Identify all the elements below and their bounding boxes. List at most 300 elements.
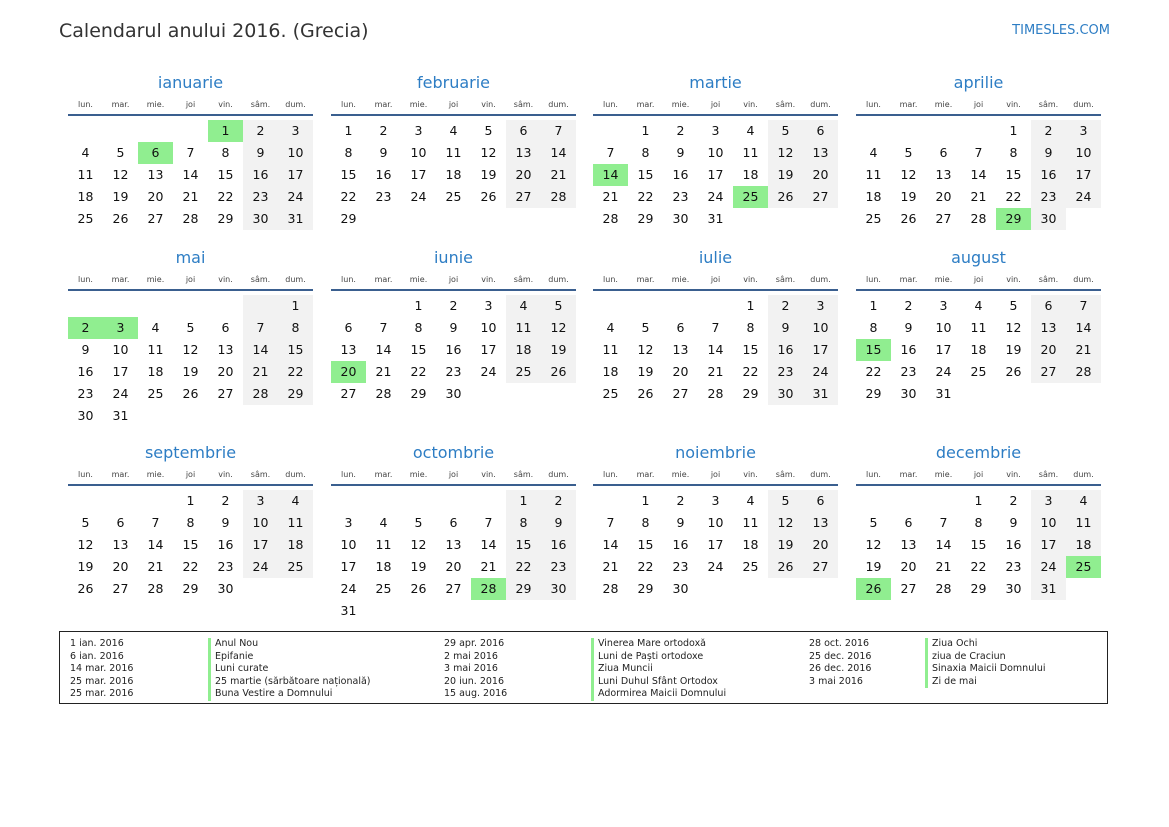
weekday-label: mar. xyxy=(111,470,130,479)
day-cell: 16 xyxy=(1031,164,1066,186)
day-cell: 31 xyxy=(1031,578,1066,600)
site-link[interactable]: TIMESLES.COM xyxy=(1012,23,1110,38)
weekday-label: lun. xyxy=(78,470,93,479)
day-cell: 12 xyxy=(480,145,497,160)
empty-cell xyxy=(926,120,961,142)
day-cell: 21 xyxy=(480,559,497,574)
weekday-label: lun. xyxy=(866,275,881,284)
weekday-label: mar. xyxy=(111,275,130,284)
divider xyxy=(331,484,576,486)
day-cell: 6 xyxy=(939,145,948,160)
day-cell: 21 xyxy=(243,361,278,383)
weekday-label: dum. xyxy=(810,275,831,284)
legend-holiday-name: 25 martie (sărbătoare națională) xyxy=(208,676,371,689)
day-cell: 25 xyxy=(970,364,987,379)
day-cell: 16 xyxy=(541,534,576,556)
day-grid xyxy=(593,120,838,230)
day-cell: 24 xyxy=(1066,186,1101,208)
day-cell: 13 xyxy=(217,342,234,357)
month-name: aprilie xyxy=(953,73,1004,92)
day-cell: 3 xyxy=(939,298,948,313)
weekday-label: lun. xyxy=(603,100,618,109)
day-cell: 1 xyxy=(506,490,541,512)
legend-holiday-name: Luni curate xyxy=(208,663,371,676)
day-cell: 24 xyxy=(112,386,129,401)
day-grid xyxy=(593,295,838,405)
day-cell: 22 xyxy=(410,364,427,379)
empty-cell xyxy=(628,295,663,317)
day-cell: 15 xyxy=(182,537,199,552)
day-cell: 29 xyxy=(182,581,199,596)
day-cell: 25 xyxy=(445,189,462,204)
day-cell: 22 xyxy=(340,189,357,204)
divider xyxy=(331,289,576,291)
day-cell: 26 xyxy=(112,211,129,226)
weekday-header xyxy=(856,274,1101,286)
empty-cell xyxy=(366,490,401,512)
day-cell: 12 xyxy=(1005,320,1022,335)
empty-cell xyxy=(961,120,996,142)
day-cell: 23 xyxy=(541,556,576,578)
day-cell: 4 xyxy=(278,490,313,512)
day-cell: 30 xyxy=(1005,581,1022,596)
empty-cell xyxy=(68,295,103,317)
day-cell: 5 xyxy=(768,490,803,512)
day-cell: 10 xyxy=(1066,142,1101,164)
day-cell: 5 xyxy=(81,515,90,530)
weekday-label: lun. xyxy=(866,100,881,109)
day-cell: 13 xyxy=(672,342,689,357)
day-cell: 9 xyxy=(1031,142,1066,164)
day-cell: 15 xyxy=(637,537,654,552)
day-cell: 29 xyxy=(340,211,357,226)
day-cell: 11 xyxy=(602,342,619,357)
day-cell: 28 xyxy=(182,211,199,226)
day-cell: 27 xyxy=(672,386,689,401)
day-cell: 16 xyxy=(375,167,392,182)
day-cell: 28 xyxy=(935,581,952,596)
day-cell: 23 xyxy=(672,189,689,204)
day-cell: 8 xyxy=(186,515,195,530)
weekday-label: mie. xyxy=(409,275,428,284)
weekday-label: mie. xyxy=(146,100,165,109)
day-cell: 5 xyxy=(186,320,195,335)
day-cell: 1 xyxy=(641,123,650,138)
day-cell: 13 xyxy=(445,537,462,552)
day-cell: 13 xyxy=(147,167,164,182)
day-cell: 1 xyxy=(186,493,195,508)
day-cell: 20 xyxy=(147,189,164,204)
day-cell: 1 xyxy=(344,123,353,138)
weekday-header xyxy=(68,99,313,111)
day-cell: 14 xyxy=(243,339,278,361)
holiday-day: 14 xyxy=(593,164,628,186)
day-cell: 5 xyxy=(1009,298,1018,313)
day-cell: 11 xyxy=(445,145,462,160)
weekday-label: joi xyxy=(448,470,459,479)
day-cell: 5 xyxy=(484,123,493,138)
day-cell: 1 xyxy=(974,493,983,508)
day-cell: 4 xyxy=(151,320,160,335)
weekday-header xyxy=(856,99,1101,111)
day-cell: 14 xyxy=(602,537,619,552)
day-cell: 7 xyxy=(974,145,983,160)
day-cell: 3 xyxy=(1031,490,1066,512)
holiday-day: 15 xyxy=(856,339,891,361)
day-cell: 18 xyxy=(602,364,619,379)
month-octombrie xyxy=(331,443,576,622)
legend-holiday-name: Ziua Ochi xyxy=(925,638,1046,651)
day-cell: 19 xyxy=(1005,342,1022,357)
day-cell: 31 xyxy=(278,208,313,230)
empty-cell xyxy=(103,120,138,142)
day-cell: 19 xyxy=(480,167,497,182)
day-cell: 30 xyxy=(900,386,917,401)
month-august xyxy=(856,248,1101,405)
day-cell: 22 xyxy=(637,559,654,574)
day-cell: 28 xyxy=(970,211,987,226)
empty-cell xyxy=(593,490,628,512)
day-cell: 19 xyxy=(410,559,427,574)
day-cell: 10 xyxy=(803,317,838,339)
day-cell: 4 xyxy=(1066,490,1101,512)
day-cell: 12 xyxy=(768,512,803,534)
legend-holiday-name: Luni de Paști ortodoxe xyxy=(591,651,726,664)
day-cell: 9 xyxy=(81,342,90,357)
day-cell: 13 xyxy=(803,512,838,534)
legend-dates xyxy=(70,638,133,701)
day-cell: 16 xyxy=(768,339,803,361)
day-cell: 3 xyxy=(278,120,313,142)
weekday-label: vin. xyxy=(218,470,233,479)
day-cell: 23 xyxy=(1031,186,1066,208)
day-cell: 21 xyxy=(541,164,576,186)
day-cell: 17 xyxy=(707,537,724,552)
weekday-label: joi xyxy=(448,275,459,284)
day-cell: 10 xyxy=(935,320,952,335)
weekday-label: mie. xyxy=(671,100,690,109)
day-cell: 4 xyxy=(606,320,615,335)
day-cell: 11 xyxy=(742,515,759,530)
day-cell: 7 xyxy=(606,515,615,530)
day-cell: 29 xyxy=(637,581,654,596)
weekday-label: mar. xyxy=(899,100,918,109)
day-cell: 25 xyxy=(506,361,541,383)
day-cell: 4 xyxy=(506,295,541,317)
day-cell: 19 xyxy=(768,164,803,186)
legend-date: 6 ian. 2016 xyxy=(70,650,124,662)
weekday-label: dum. xyxy=(548,275,569,284)
day-cell: 12 xyxy=(77,537,94,552)
day-cell: 28 xyxy=(243,383,278,405)
legend-holiday-name: Zi de mai xyxy=(925,676,1046,689)
weekday-label: joi xyxy=(710,275,721,284)
holiday-day: 29 xyxy=(996,208,1031,230)
weekday-label: dum. xyxy=(1073,100,1094,109)
day-cell: 5 xyxy=(414,515,423,530)
weekday-label: mie. xyxy=(934,100,953,109)
day-cell: 27 xyxy=(506,186,541,208)
day-cell: 17 xyxy=(1031,534,1066,556)
day-cell: 29 xyxy=(278,383,313,405)
day-grid xyxy=(68,120,313,230)
day-grid xyxy=(856,295,1101,405)
weekday-label: mar. xyxy=(374,470,393,479)
day-cell: 10 xyxy=(707,145,724,160)
day-cell: 16 xyxy=(672,537,689,552)
day-grid xyxy=(856,120,1101,230)
day-cell: 26 xyxy=(541,361,576,383)
weekday-label: sâm. xyxy=(775,100,796,109)
day-cell: 26 xyxy=(768,186,803,208)
empty-cell xyxy=(331,490,366,512)
day-cell: 30 xyxy=(768,383,803,405)
day-cell: 9 xyxy=(768,317,803,339)
day-cell: 21 xyxy=(147,559,164,574)
day-cell: 16 xyxy=(900,342,917,357)
month-iunie xyxy=(331,248,576,405)
day-cell: 6 xyxy=(803,120,838,142)
empty-cell xyxy=(436,490,471,512)
divider xyxy=(856,484,1101,486)
day-cell: 20 xyxy=(1031,339,1066,361)
month-name: septembrie xyxy=(144,443,237,462)
day-cell: 5 xyxy=(541,295,576,317)
empty-cell xyxy=(698,295,733,317)
day-cell: 14 xyxy=(182,167,199,182)
day-cell: 26 xyxy=(637,386,654,401)
day-cell: 4 xyxy=(379,515,388,530)
day-cell: 22 xyxy=(1005,189,1022,204)
page-title: Calendarul anului 2016. (Grecia) xyxy=(59,20,369,42)
day-cell: 20 xyxy=(935,189,952,204)
divider xyxy=(68,114,313,116)
day-cell: 10 xyxy=(1031,512,1066,534)
day-cell: 23 xyxy=(768,361,803,383)
legend-date: 3 mai 2016 xyxy=(444,663,498,674)
weekday-label: mie. xyxy=(934,470,953,479)
weekday-label: dum. xyxy=(285,275,306,284)
day-cell: 14 xyxy=(147,537,164,552)
divider xyxy=(68,289,313,291)
weekday-label: dum. xyxy=(1073,275,1094,284)
day-grid xyxy=(856,490,1101,600)
divider xyxy=(593,484,838,486)
day-cell: 21 xyxy=(1066,339,1101,361)
weekday-header xyxy=(68,469,313,481)
day-cell: 24 xyxy=(340,581,357,596)
legend-names xyxy=(925,638,1046,688)
day-cell: 4 xyxy=(746,123,755,138)
day-cell: 11 xyxy=(506,317,541,339)
day-cell: 24 xyxy=(707,559,724,574)
weekday-header xyxy=(331,274,576,286)
day-cell: 12 xyxy=(900,167,917,182)
weekday-label: lun. xyxy=(866,470,881,479)
day-cell: 21 xyxy=(970,189,987,204)
day-cell: 23 xyxy=(672,559,689,574)
day-cell: 26 xyxy=(768,556,803,578)
day-cell: 18 xyxy=(970,342,987,357)
holiday-day: 1 xyxy=(208,120,243,142)
empty-cell xyxy=(663,295,698,317)
day-cell: 17 xyxy=(112,364,129,379)
day-cell: 26 xyxy=(1005,364,1022,379)
day-cell: 15 xyxy=(1005,167,1022,182)
day-cell: 27 xyxy=(803,556,838,578)
empty-cell xyxy=(103,490,138,512)
day-cell: 28 xyxy=(375,386,392,401)
day-cell: 7 xyxy=(484,515,493,530)
day-cell: 22 xyxy=(970,559,987,574)
day-cell: 3 xyxy=(711,123,720,138)
holiday-day: 6 xyxy=(138,142,173,164)
weekday-label: vin. xyxy=(1006,100,1021,109)
day-cell: 16 xyxy=(243,164,278,186)
weekday-label: dum. xyxy=(285,470,306,479)
day-cell: 15 xyxy=(970,537,987,552)
day-cell: 22 xyxy=(506,556,541,578)
day-cell: 22 xyxy=(742,364,759,379)
legend-holiday-name: Epifanie xyxy=(208,651,371,664)
day-cell: 8 xyxy=(1009,145,1018,160)
day-cell: 20 xyxy=(803,164,838,186)
day-cell: 7 xyxy=(243,317,278,339)
weekday-label: mar. xyxy=(636,100,655,109)
weekday-header xyxy=(68,274,313,286)
day-cell: 17 xyxy=(243,534,278,556)
empty-cell xyxy=(401,490,436,512)
day-cell: 31 xyxy=(803,383,838,405)
day-cell: 27 xyxy=(112,581,129,596)
day-cell: 11 xyxy=(970,320,987,335)
weekday-label: vin. xyxy=(218,100,233,109)
day-cell: 24 xyxy=(803,361,838,383)
day-cell: 17 xyxy=(803,339,838,361)
day-cell: 23 xyxy=(1005,559,1022,574)
weekday-label: mar. xyxy=(636,275,655,284)
day-cell: 10 xyxy=(410,145,427,160)
day-cell: 20 xyxy=(217,364,234,379)
day-cell: 24 xyxy=(410,189,427,204)
month-martie xyxy=(593,73,838,230)
month-name: iunie xyxy=(433,248,473,267)
day-cell: 5 xyxy=(116,145,125,160)
weekday-header xyxy=(331,99,576,111)
weekday-label: vin. xyxy=(481,275,496,284)
legend-names xyxy=(208,638,371,701)
day-cell: 19 xyxy=(77,559,94,574)
legend-holiday-name: Luni Duhul Sfânt Ortodox xyxy=(591,676,726,689)
day-cell: 21 xyxy=(707,364,724,379)
day-cell: 29 xyxy=(865,386,882,401)
day-cell: 26 xyxy=(900,211,917,226)
day-cell: 21 xyxy=(935,559,952,574)
day-cell: 3 xyxy=(1066,120,1101,142)
legend-holiday-name: Buna Vestire a Domnului xyxy=(208,688,371,701)
day-cell: 9 xyxy=(243,142,278,164)
day-cell: 5 xyxy=(768,120,803,142)
day-cell: 6 xyxy=(506,120,541,142)
weekday-header xyxy=(593,274,838,286)
day-cell: 15 xyxy=(506,534,541,556)
day-cell: 28 xyxy=(1066,361,1101,383)
day-cell: 21 xyxy=(602,559,619,574)
day-cell: 27 xyxy=(900,581,917,596)
day-cell: 20 xyxy=(445,559,462,574)
day-cell: 28 xyxy=(602,211,619,226)
weekday-label: mie. xyxy=(409,470,428,479)
month-ianuarie xyxy=(68,73,313,230)
day-cell: 30 xyxy=(217,581,234,596)
day-cell: 4 xyxy=(869,145,878,160)
day-cell: 25 xyxy=(375,581,392,596)
day-cell: 5 xyxy=(904,145,913,160)
month-mai xyxy=(68,248,313,427)
day-cell: 10 xyxy=(340,537,357,552)
weekday-label: sâm. xyxy=(513,470,534,479)
day-cell: 8 xyxy=(278,317,313,339)
day-cell: 24 xyxy=(707,189,724,204)
weekday-label: mie. xyxy=(671,275,690,284)
weekday-header xyxy=(593,469,838,481)
day-cell: 8 xyxy=(414,320,423,335)
day-cell: 9 xyxy=(379,145,388,160)
day-cell: 9 xyxy=(449,320,458,335)
day-cell: 14 xyxy=(707,342,724,357)
day-cell: 6 xyxy=(676,320,685,335)
day-cell: 30 xyxy=(243,208,278,230)
day-cell: 2 xyxy=(904,298,913,313)
legend-holiday-name: Sinaxia Maicii Domnului xyxy=(925,663,1046,676)
day-cell: 7 xyxy=(541,120,576,142)
weekday-label: dum. xyxy=(810,470,831,479)
day-cell: 15 xyxy=(278,339,313,361)
legend-holiday-name: Adormirea Maicii Domnului xyxy=(591,688,726,701)
month-name: noiembrie xyxy=(675,443,756,462)
day-cell: 2 xyxy=(379,123,388,138)
day-cell: 28 xyxy=(707,386,724,401)
empty-cell xyxy=(68,490,103,512)
day-cell: 25 xyxy=(77,211,94,226)
legend-date: 26 dec. 2016 xyxy=(809,663,872,674)
holiday-legend xyxy=(59,631,1108,704)
legend-date: 15 aug. 2016 xyxy=(444,688,508,699)
weekday-label: lun. xyxy=(78,100,93,109)
day-cell: 7 xyxy=(186,145,195,160)
legend-holiday-name: Anul Nou xyxy=(208,638,371,651)
day-cell: 12 xyxy=(410,537,427,552)
day-cell: 31 xyxy=(340,603,357,618)
empty-cell xyxy=(208,295,243,317)
empty-cell xyxy=(138,490,173,512)
day-cell: 12 xyxy=(865,537,882,552)
holiday-day: 28 xyxy=(471,578,506,600)
day-cell: 9 xyxy=(904,320,913,335)
day-cell: 1 xyxy=(1009,123,1018,138)
legend-date: 14 mar. 2016 xyxy=(70,663,134,674)
day-cell: 16 xyxy=(445,342,462,357)
weekday-label: lun. xyxy=(603,470,618,479)
day-cell: 13 xyxy=(340,342,357,357)
day-grid xyxy=(331,120,576,230)
empty-cell xyxy=(593,295,628,317)
day-cell: 15 xyxy=(742,342,759,357)
day-cell: 9 xyxy=(676,145,685,160)
day-cell: 2 xyxy=(676,493,685,508)
day-cell: 3 xyxy=(803,295,838,317)
day-cell: 13 xyxy=(900,537,917,552)
